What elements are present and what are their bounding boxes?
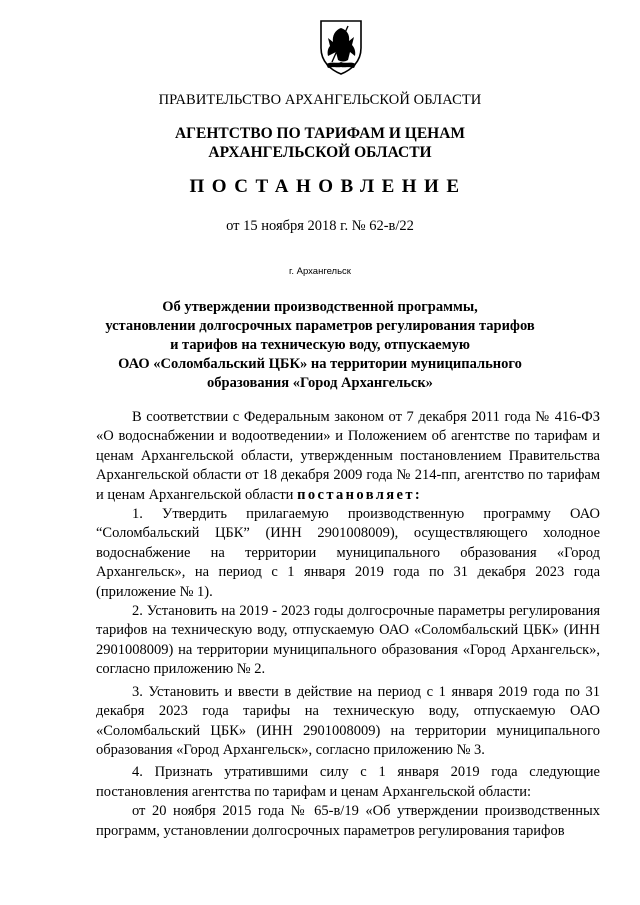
document-body — [96, 408, 600, 841]
document-subject — [0, 298, 640, 393]
document-type-title: ПОСТАНОВЛЕНИЕ — [189, 176, 467, 197]
agency-name-line1: АГЕНТСТВО ПО ТАРИФАМ И ЦЕНАМ — [174, 125, 466, 142]
decree-word: постановляет: — [297, 486, 423, 503]
item-4-paragraph: 4. Признать утратившими силу с 1 января 2019 года следующие постановления агентства по тарифам и ценам Архангельской области: — [96, 764, 600, 800]
preamble-paragraph — [96, 408, 600, 505]
agency-name — [0, 124, 640, 162]
item-4-subitem: от 20 ноября 2015 года № 65-в/19 «Об утверждении производственных программ, установлении долгосрочных параметров регулирования тарифов — [96, 803, 600, 839]
coat-of-arms-emblem — [318, 18, 364, 76]
agency-name-line2: АРХАНГЕЛЬСКОЙ ОБЛАСТИ — [208, 144, 432, 161]
item-2-paragraph: 2. Установить на 2019 - 2023 годы долгосрочные параметры регулирования тарифов на техническую воду, отпускаемую ОАО «Соломбальский ЦБК» (ИНН 2901008009) на территории муниципального образования «Город Архангельск», согласно приложению № 2. — [96, 603, 600, 678]
subject-line: установлении долгосрочных параметров регулирования тарифов — [105, 318, 535, 334]
item-1-paragraph: 1. Утвердить прилагаемую производственную программу ОАО “Соломбальский ЦБК” (ИНН 2901008009), осуществляющего холодное водоснабжение на территории муниципального образования «Город Архангельск», на период с 1 января 2019 года по 31 декабря 2023 года (приложение № 1). — [96, 506, 600, 600]
item-3-paragraph: 3. Установить и ввести в действие на период с 1 января 2019 года по 31 декабря 2023 года тарифы на техническую воду, отпускаемую ОАО «Соломбальский ЦБК» (ИНН 2901008009) на территории муниципального образования «Город Архангельск», согласно приложению № 3. — [96, 683, 600, 758]
subject-line: Об утверждении производственной программы, — [162, 299, 478, 315]
subject-line: ОАО «Соломбальский ЦБК» на территории муниципального — [118, 356, 522, 372]
preamble-text: В соответствии с Федеральным законом от 7 декабря 2011 года № 416-ФЗ «О водоснабжении и водоотведении» и Положением об агентстве по тарифам и ценам Архангельской области, утвержденным постановлением Правительства Архангельской области от 18 декабря 2009 года № 214-пп, агентство по тарифам и ценам Архангельской области — [96, 409, 600, 503]
subject-line: образования «Город Архангельск» — [207, 375, 433, 391]
document-date-number: от 15 ноября 2018 г. № 62-в/22 — [226, 218, 414, 234]
government-name: ПРАВИТЕЛЬСТВО АРХАНГЕЛЬСКОЙ ОБЛАСТИ — [158, 92, 482, 108]
document-city: г. Архангельск — [289, 266, 351, 277]
subject-line: и тарифов на техническую воду, отпускаемую — [170, 337, 470, 353]
